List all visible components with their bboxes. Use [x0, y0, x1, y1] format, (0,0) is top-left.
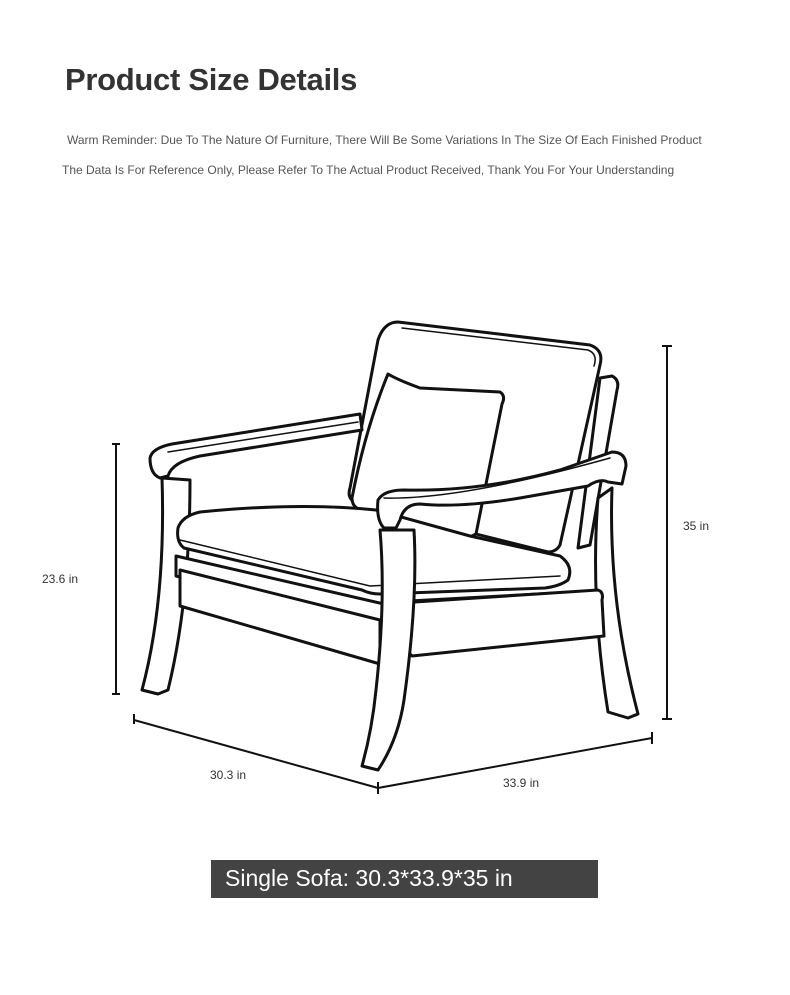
- depth-line: [134, 714, 378, 794]
- height-line-left: [112, 444, 120, 694]
- height-line-right: [662, 346, 672, 719]
- width-label: 33.9 in: [503, 776, 540, 790]
- size-summary-banner: [211, 860, 598, 898]
- reminder-line-1: Warm Reminder: Due To The Nature Of Furniture, There Will Be Some Variations In The Size Of Each Finished Product: [67, 133, 702, 147]
- armchair-illustration: [142, 322, 638, 770]
- reminder-line-2: The Data Is For Reference Only, Please Refer To The Actual Product Received, Thank You For Your Understanding: [62, 163, 675, 177]
- size-summary-text: Single Sofa: 30.3*33.9*35 in: [225, 865, 513, 891]
- depth-label: 30.3 in: [210, 768, 247, 782]
- arm-height-label: 23.6 in: [42, 572, 79, 586]
- page-title: Product Size Details: [65, 62, 358, 97]
- total-height-label: 35 in: [683, 519, 710, 533]
- left-armrest: [150, 414, 362, 478]
